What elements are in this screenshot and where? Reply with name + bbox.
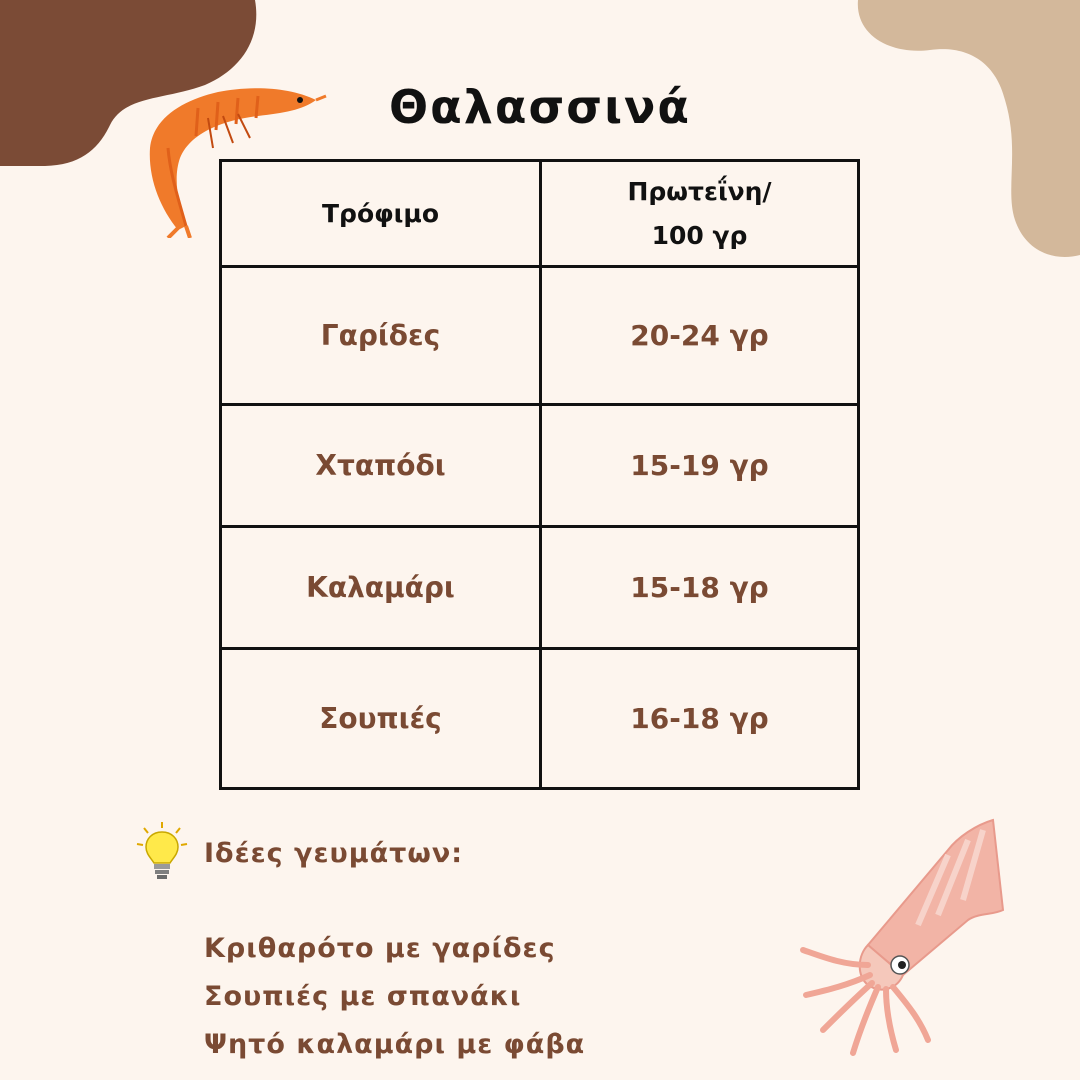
list-item: Σουπιές με σπανάκι <box>204 981 522 1012</box>
protein-cell: 15-19 γρ <box>541 405 859 527</box>
squid-illustration <box>798 815 1008 1060</box>
page-title: Θαλασσινά <box>389 80 691 134</box>
protein-cell: 20-24 γρ <box>541 267 859 405</box>
protein-table <box>219 159 860 790</box>
header-food: Τρόφιμο <box>221 161 541 267</box>
header-protein <box>541 161 859 267</box>
header-protein-line2: 100 γρ <box>651 220 748 250</box>
lightbulb-icon <box>134 820 190 884</box>
table-row <box>221 649 859 789</box>
list-item: Ψητό καλαμάρι με φάβα <box>204 1029 586 1060</box>
protein-cell: 15-18 γρ <box>541 527 859 649</box>
food-cell: Σουπιές <box>221 649 541 789</box>
food-cell: Γαρίδες <box>221 267 541 405</box>
blob-top-right <box>858 0 1080 257</box>
header-protein-line1: Πρωτεΐνη/ <box>627 176 772 206</box>
table-header-row <box>221 161 859 267</box>
list-item: Κριθαρότο με γαρίδες <box>204 933 556 964</box>
ideas-heading: Ιδέες γευμάτων: <box>204 838 464 869</box>
table-row <box>221 405 859 527</box>
food-cell: Καλαμάρι <box>221 527 541 649</box>
protein-cell: 16-18 γρ <box>541 649 859 789</box>
food-cell: Χταπόδι <box>221 405 541 527</box>
ideas-list <box>204 925 585 1069</box>
table-row <box>221 527 859 649</box>
table-row <box>221 267 859 405</box>
